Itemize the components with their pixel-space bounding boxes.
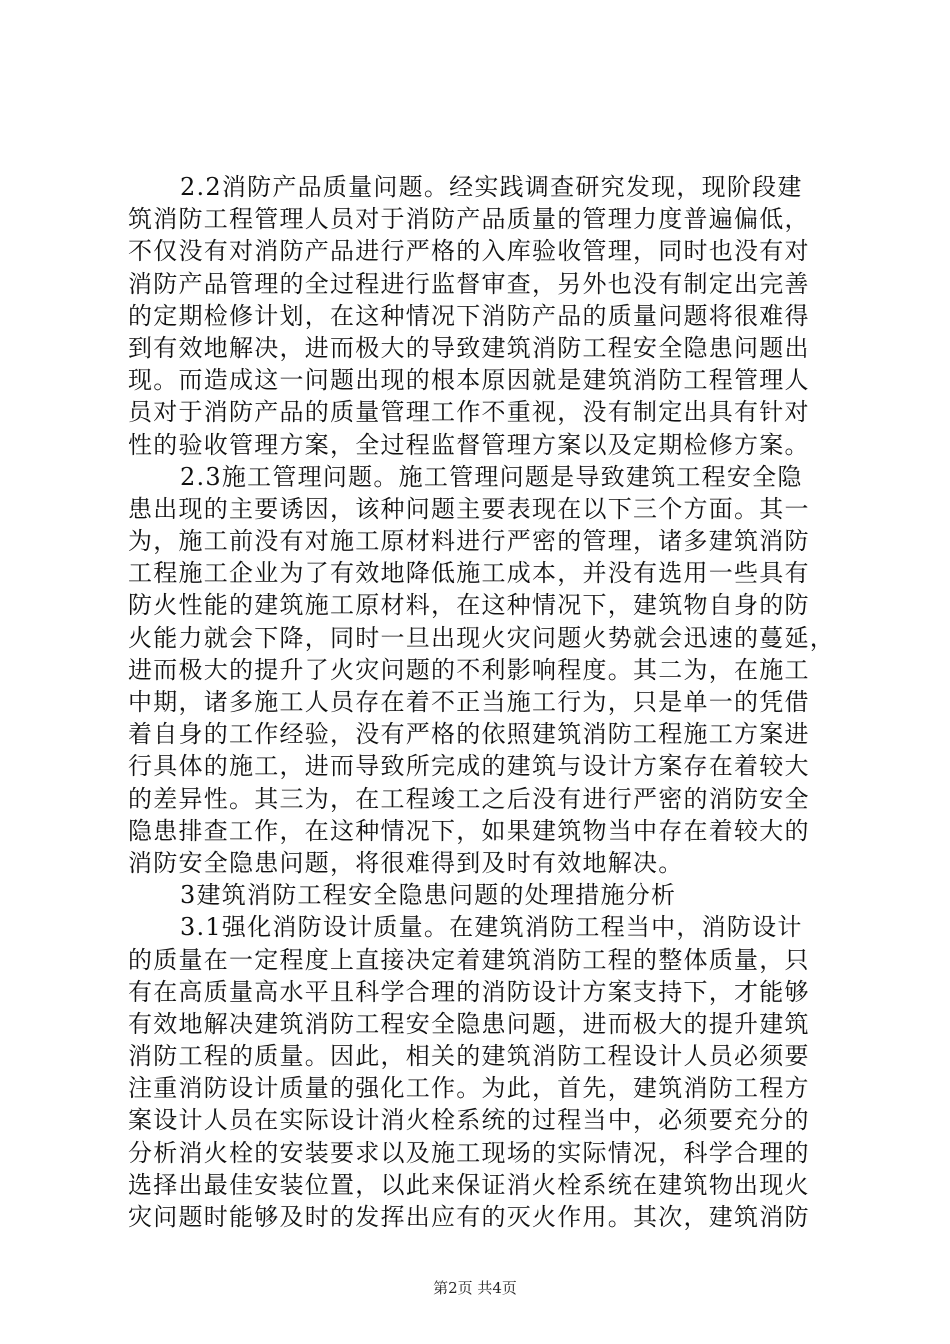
text-line: 2.3施工管理问题。施工管理问题是导致建筑工程安全隐 (180, 462, 803, 491)
text-line: 为，施工前没有对施工原材料进行严密的管理，诸多建筑消防 (128, 527, 810, 556)
text-line: 的差异性。其三为，在工程竣工之后没有进行严密的消防安全 (128, 784, 810, 813)
text-line: 进而极大的提升了火灾问题的不利影响程度。其二为，在施工 (128, 655, 810, 684)
text-line: 消防产品管理的全过程进行监督审查，另外也没有制定出完善 (128, 269, 810, 298)
text-line: 工程施工企业为了有效地降低施工成本，并没有选用一些具有 (128, 559, 810, 588)
text-line: 着自身的工作经验，没有严格的依照建筑消防工程施工方案进 (128, 720, 810, 749)
text-line: 3.1强化消防设计质量。在建筑消防工程当中，消防设计 (180, 913, 803, 942)
document-body (128, 171, 838, 1233)
text-line: 消防安全隐患问题，将很难得到及时有效地解决。 (128, 848, 684, 877)
text-line: 火能力就会下降，同时一旦出现火灾问题火势就会迅速的蔓延， (128, 623, 835, 652)
text-line: 中期，诸多施工人员存在着不正当施工行为，只是单一的凭借 (128, 688, 810, 716)
text-line: 现。而造成这一问题出现的根本原因就是建筑消防工程管理人 (128, 366, 810, 395)
text-line: 隐患排查工作，在这种情况下，如果建筑物当中存在着较大的 (128, 816, 810, 845)
text-line: 案设计人员在实际设计消火栓系统的过程当中，必须要充分的 (128, 1106, 810, 1135)
text-line: 2.2消防产品质量问题。经实践调查研究发现，现阶段建 (180, 173, 803, 201)
text-line: 的定期检修计划，在这种情况下消防产品的质量问题将很难得 (128, 301, 810, 330)
text-line: 筑消防工程管理人员对于消防产品质量的管理力度普遍偏低， (128, 205, 810, 234)
text-line: 分析消火栓的安装要求以及施工现场的实际情况，科学合理的 (128, 1138, 810, 1167)
text-line: 患出现的主要诱因，该种问题主要表现在以下三个方面。其一 (128, 494, 810, 523)
text-line: 防火性能的建筑施工原材料，在这种情况下，建筑物自身的防 (128, 591, 810, 620)
text-line: 灾问题时能够及时的发挥出应有的灭火作用。其次，建筑消防 (128, 1203, 810, 1231)
page-footer: 第2页 共4页 (433, 1279, 517, 1297)
text-line: 有在高质量高水平且科学合理的消防设计方案支持下，才能够 (128, 977, 810, 1006)
text-line: 不仅没有对消防产品进行严格的入库验收管理，同时也没有对 (128, 237, 810, 266)
text-line: 性的验收管理方案，全过程监督管理方案以及定期检修方案。 (128, 430, 810, 459)
text-line: 到有效地解决，进而极大的导致建筑消防工程安全隐患问题出 (128, 333, 810, 362)
text-line: 消防工程的质量。因此，相关的建筑消防工程设计人员必须要 (128, 1042, 810, 1071)
text-line: 行具体的施工，进而导致所完成的建筑与设计方案存在着较大 (128, 752, 810, 781)
text-line: 员对于消防产品的质量管理工作不重视，没有制定出具有针对 (128, 398, 810, 427)
text-line: 的质量在一定程度上直接决定着建筑消防工程的整体质量，只 (128, 945, 810, 974)
text-line: 注重消防设计质量的强化工作。为此，首先，建筑消防工程方 (128, 1074, 810, 1103)
text-line: 有效地解决建筑消防工程安全隐患问题，进而极大的提升建筑 (128, 1009, 810, 1038)
text-line: 选择出最佳安装位置，以此来保证消火栓系统在建筑物出现火 (128, 1170, 810, 1199)
text-line: 3建筑消防工程安全隐患问题的处理措施分析 (180, 881, 677, 910)
